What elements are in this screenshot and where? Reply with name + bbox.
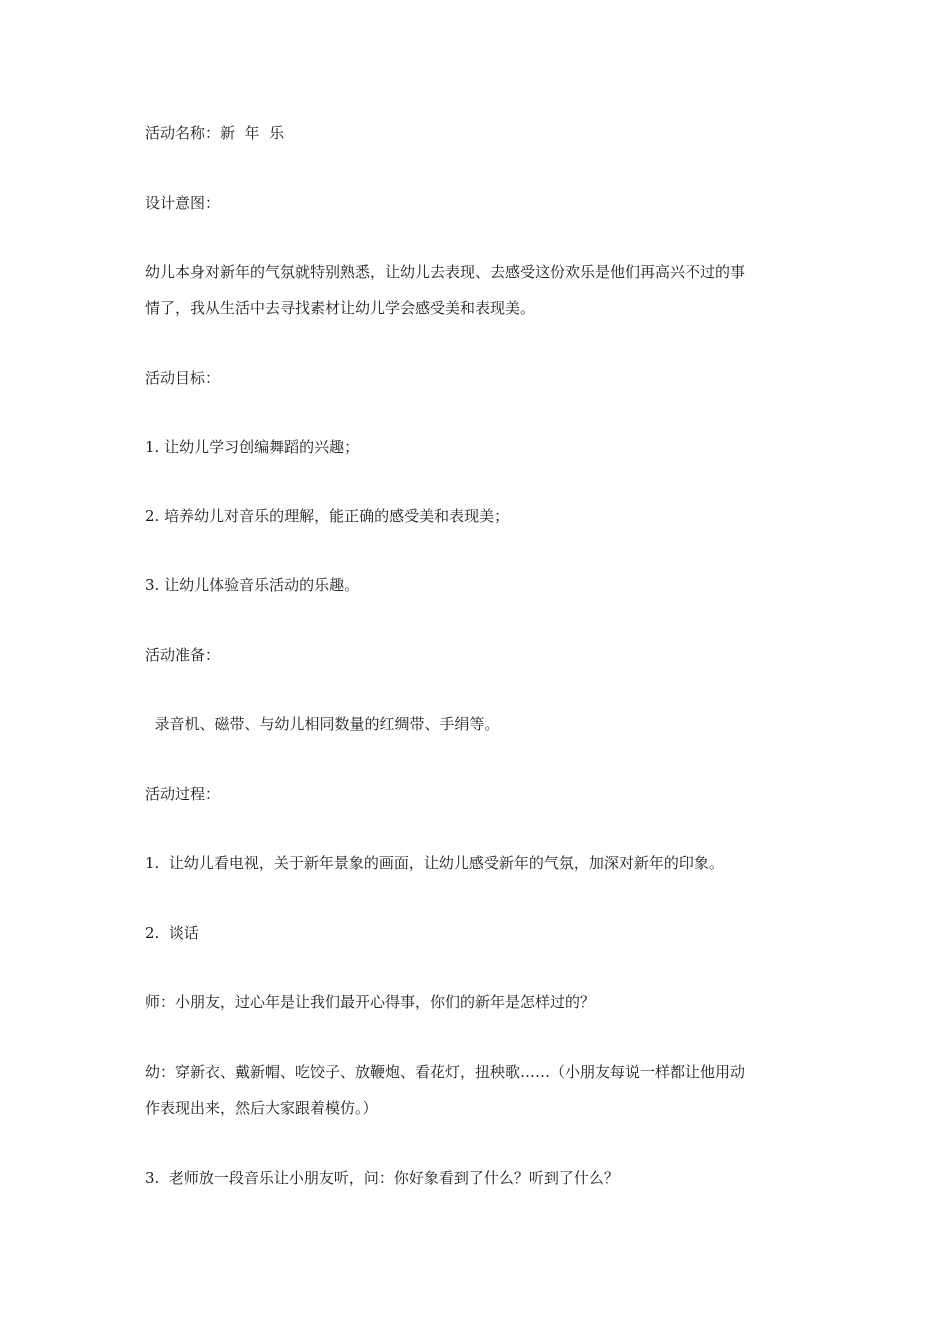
goal-item-3: 3. 让幼儿体验音乐活动的乐趣。 xyxy=(145,576,360,594)
goals-heading: 活动目标： xyxy=(145,369,221,387)
preparation-text: 录音机、磁带、与幼儿相同数量的红绸带、手绢等。 xyxy=(145,715,500,733)
goal-item-1: 1. 让幼儿学习创编舞蹈的兴趣； xyxy=(145,438,360,456)
activity-name: 活动名称：新 年 乐 xyxy=(145,124,285,142)
child-line-1: 幼：穿新衣、戴新帽、吃饺子、放鞭炮、看花灯，扭秧歌……（小朋友每说一样都让他用动 xyxy=(145,1063,746,1081)
design-intent-heading: 设计意图： xyxy=(145,194,221,212)
goal-item-2: 2. 培养幼儿对音乐的理解，能正确的感受美和表现美； xyxy=(145,507,510,525)
process-step-3: 3. 老师放一段音乐让小朋友听，问：你好象看到了什么？听到了什么？ xyxy=(145,1169,619,1187)
design-intent-line-1: 幼儿本身对新年的气氛就特别熟悉，让幼儿去表现、去感受这份欢乐是他们再高兴不过的事 xyxy=(145,263,746,281)
child-line-2: 作表现出来，然后大家跟着模仿。） xyxy=(145,1099,378,1117)
process-heading: 活动过程： xyxy=(145,785,221,803)
teacher-line: 师：小朋友，过心年是让我们最开心得事，你们的新年是怎样过的？ xyxy=(145,993,596,1011)
process-step-2: 2. 谈话 xyxy=(145,924,199,942)
design-intent-line-2: 情了，我从生活中去寻找素材让幼儿学会感受美和表现美。 xyxy=(145,299,536,317)
process-step-1: 1. 让幼儿看电视，关于新年景象的画面，让幼儿感受新年的气氛，加深对新年的印象。 xyxy=(145,854,724,872)
preparation-heading: 活动准备： xyxy=(145,646,221,664)
